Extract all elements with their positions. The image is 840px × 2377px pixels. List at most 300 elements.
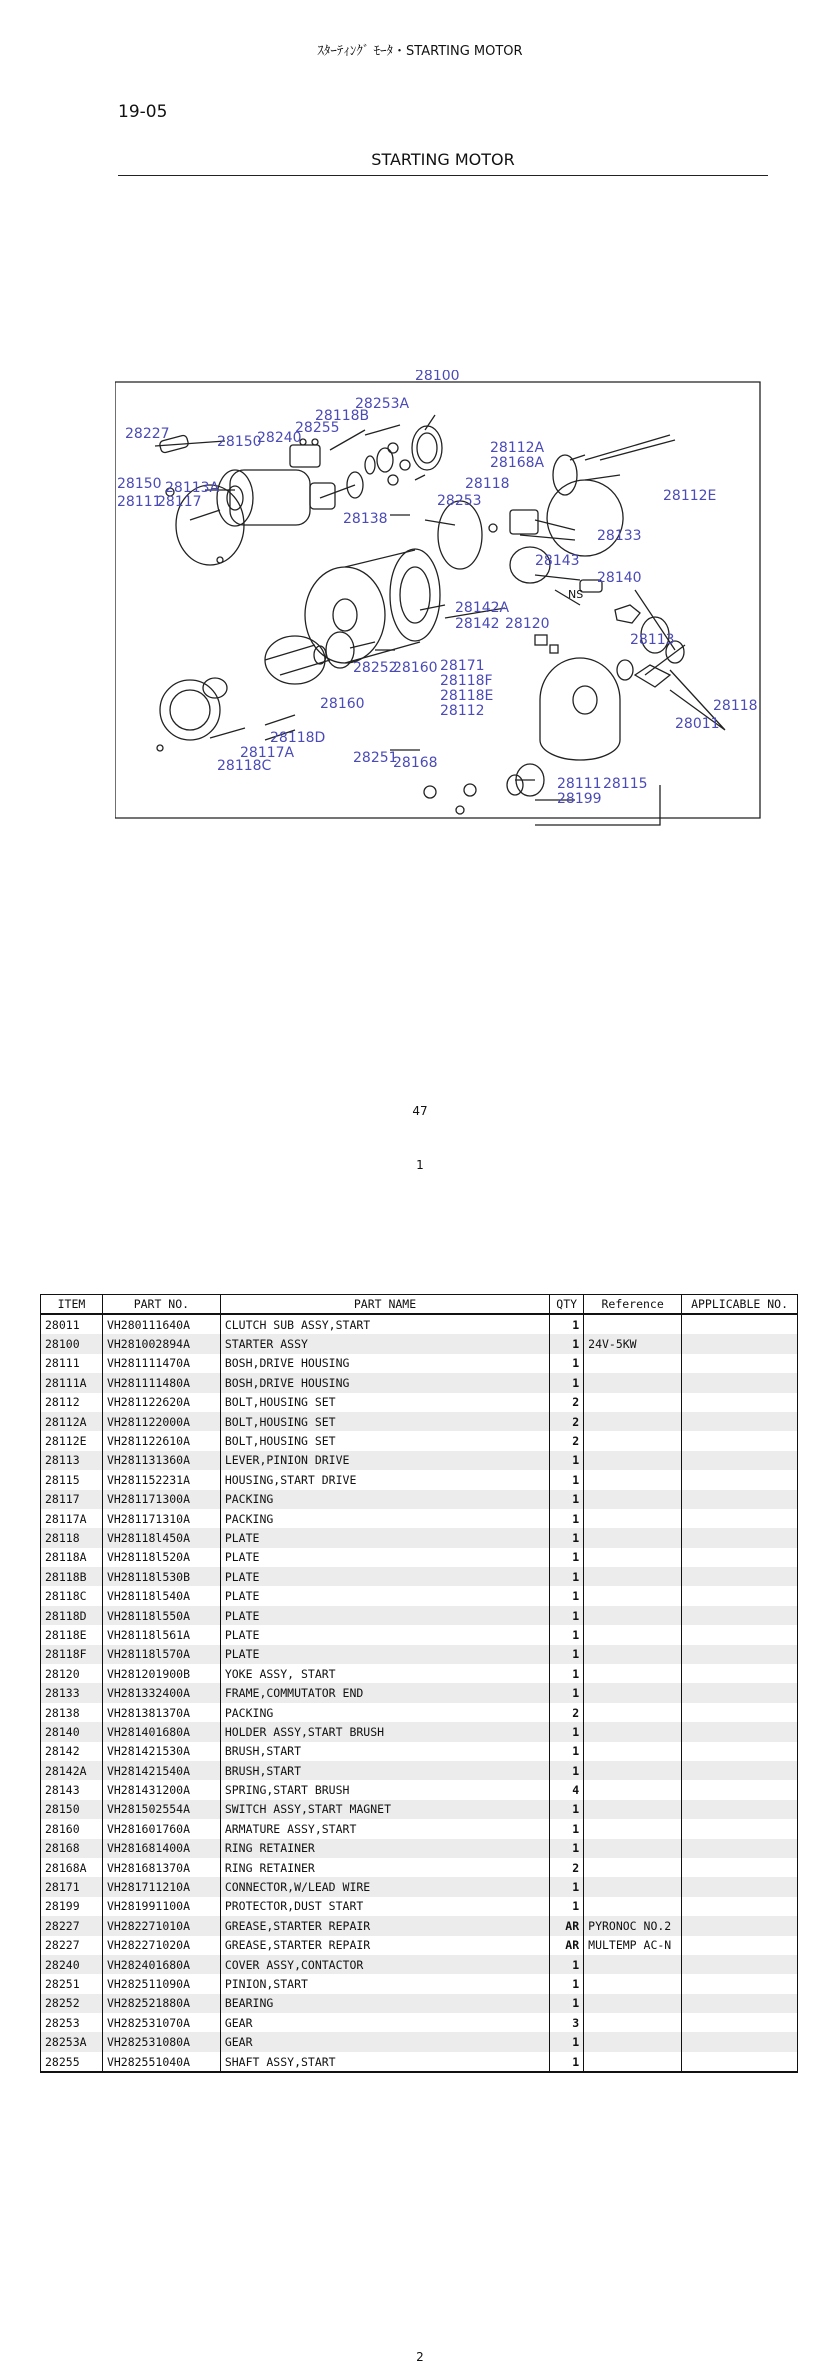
- cell-appl: [682, 1955, 798, 1974]
- callout-label: 28150: [117, 476, 162, 492]
- cell-partno: VH282511090A: [102, 1974, 220, 1993]
- armature-part: [265, 636, 325, 684]
- cell-ref: MULTEMP AC-N: [584, 1936, 682, 1955]
- cell-ref: [584, 1877, 682, 1896]
- cell-partno: VH282271020A: [102, 1936, 220, 1955]
- table-row: [41, 1509, 798, 1528]
- cell-partno: VH281681370A: [102, 1858, 220, 1877]
- cell-partno: VH281122000A: [102, 1412, 220, 1431]
- cell-partno: VH281711210A: [102, 1877, 220, 1896]
- cell-partno: VH282551040A: [102, 2052, 220, 2072]
- cell-appl: [682, 1354, 798, 1373]
- cell-name: RING RETAINER: [220, 1839, 549, 1858]
- cell-appl: [682, 1586, 798, 1605]
- callout-label: 28112E: [663, 488, 717, 504]
- cell-qty: 1: [550, 2032, 584, 2051]
- table-row: [41, 1742, 798, 1761]
- cell-qty: 2: [550, 1393, 584, 1412]
- cell-item: 28118B: [41, 1567, 103, 1586]
- cell-appl: [682, 1412, 798, 1431]
- cell-appl: [682, 1606, 798, 1625]
- table-row: [41, 1916, 798, 1935]
- cell-partno: VH281002894A: [102, 1334, 220, 1353]
- callout-label: 28118D: [270, 730, 326, 746]
- cell-item: 28142A: [41, 1761, 103, 1780]
- cell-ref: [584, 1897, 682, 1916]
- cell-name: PROTECTOR,DUST START: [220, 1897, 549, 1916]
- cell-qty: 1: [550, 1645, 584, 1664]
- cell-qty: 1: [550, 1314, 584, 1334]
- cell-item: 28251: [41, 1974, 103, 1993]
- table-row: [41, 1314, 798, 1334]
- cell-item: 28011: [41, 1314, 103, 1334]
- cell-qty: 1: [550, 1509, 584, 1528]
- cell-partno: VH281332400A: [102, 1683, 220, 1702]
- table-body: [41, 1314, 798, 2072]
- cell-name: GEAR: [220, 2013, 549, 2032]
- section-title: STARTING MOTOR: [371, 150, 515, 169]
- cell-partno: VH281122610A: [102, 1431, 220, 1450]
- cell-name: PLATE: [220, 1586, 549, 1605]
- cell-qty: 1: [550, 1877, 584, 1896]
- column-header-part-no: PART NO.: [102, 1295, 220, 1315]
- cell-item: 28117: [41, 1490, 103, 1509]
- cell-name: BRUSH,START: [220, 1742, 549, 1761]
- cell-item: 28111: [41, 1354, 103, 1373]
- starting-motor-exploded-diagram: [115, 370, 775, 840]
- cell-item: 28120: [41, 1664, 103, 1683]
- cell-name: PACKING: [220, 1509, 549, 1528]
- callout-label: 28253: [437, 493, 482, 509]
- table-row: [41, 1528, 798, 1547]
- cell-item: 28160: [41, 1819, 103, 1838]
- cell-item: 28240: [41, 1955, 103, 1974]
- column-header-qty: QTY: [550, 1295, 584, 1315]
- cell-appl: [682, 1625, 798, 1644]
- callout-label: 28117A: [240, 745, 295, 761]
- cell-partno: VH282401680A: [102, 1955, 220, 1974]
- callout-label: 28111: [117, 494, 162, 510]
- cell-ref: [584, 1567, 682, 1586]
- callout-label: 28115: [603, 776, 648, 792]
- cell-appl: [682, 1528, 798, 1547]
- cell-appl: [682, 1548, 798, 1567]
- cell-appl: [682, 1897, 798, 1916]
- cell-appl: [682, 1373, 798, 1392]
- table-row: [41, 1625, 798, 1644]
- callout-label: 28118C: [217, 758, 272, 774]
- callout-label: 28112: [440, 703, 485, 719]
- table-row: [41, 1451, 798, 1470]
- cell-appl: [682, 1742, 798, 1761]
- cell-qty: 1: [550, 1974, 584, 1993]
- cell-ref: [584, 1373, 682, 1392]
- cell-qty: 1: [550, 1761, 584, 1780]
- table-row: [41, 1722, 798, 1741]
- cell-ref: [584, 1625, 682, 1644]
- parts-list-table: [40, 1294, 798, 2073]
- table-row: [41, 1936, 798, 1955]
- cell-partno: VH281401680A: [102, 1722, 220, 1741]
- cell-ref: [584, 1509, 682, 1528]
- callout-label: 28118B: [315, 408, 370, 424]
- cell-item: 28253: [41, 2013, 103, 2032]
- cell-qty: 1: [550, 1722, 584, 1741]
- callout-label: 28253A: [355, 396, 410, 412]
- cell-qty: 2: [550, 1703, 584, 1722]
- cell-partno: VH281431200A: [102, 1780, 220, 1799]
- callout-label: 28142: [455, 616, 500, 632]
- table-row: [41, 1412, 798, 1431]
- cell-ref: [584, 1548, 682, 1567]
- cell-item: 28118: [41, 1528, 103, 1547]
- yoke-part: [305, 567, 385, 663]
- cell-name: SPRING,START BRUSH: [220, 1780, 549, 1799]
- callout-label: 28117: [157, 494, 202, 510]
- page-number: 2: [416, 2350, 424, 2364]
- cell-ref: [584, 1955, 682, 1974]
- cell-qty: 1: [550, 1955, 584, 1974]
- cell-name: ARMATURE ASSY,START: [220, 1819, 549, 1838]
- cell-name: PLATE: [220, 1528, 549, 1547]
- callout-label: 28118: [713, 698, 758, 714]
- cell-name: CLUTCH SUB ASSY,START: [220, 1314, 549, 1334]
- cell-appl: [682, 1334, 798, 1353]
- cell-partno: VH28118l550A: [102, 1606, 220, 1625]
- cell-item: 28253A: [41, 2032, 103, 2051]
- cell-partno: VH28118l450A: [102, 1528, 220, 1547]
- cell-name: BOLT,HOUSING SET: [220, 1412, 549, 1431]
- cell-item: 28252: [41, 1994, 103, 2013]
- column-header-applicable-no: APPLICABLE NO.: [682, 1295, 798, 1315]
- cell-item: 28142: [41, 1742, 103, 1761]
- cell-item: 28143: [41, 1780, 103, 1799]
- cell-qty: 1: [550, 1819, 584, 1838]
- cell-qty: 1: [550, 1451, 584, 1470]
- cell-appl: [682, 1839, 798, 1858]
- cell-partno: VH281421530A: [102, 1742, 220, 1761]
- cell-partno: VH281681400A: [102, 1839, 220, 1858]
- cell-ref: [584, 1528, 682, 1547]
- cell-ref: [584, 1742, 682, 1761]
- cell-partno: VH282531070A: [102, 2013, 220, 2032]
- cell-ref: [584, 2013, 682, 2032]
- cell-qty: 3: [550, 2013, 584, 2032]
- callout-label: 28113A: [165, 480, 220, 496]
- cell-name: PLATE: [220, 1645, 549, 1664]
- cell-name: BOLT,HOUSING SET: [220, 1393, 549, 1412]
- cell-item: 28118E: [41, 1625, 103, 1644]
- table-header: [41, 1295, 798, 1315]
- cell-appl: [682, 1800, 798, 1819]
- table-row: [41, 1780, 798, 1799]
- cell-qty: AR: [550, 1936, 584, 1955]
- cell-ref: [584, 2032, 682, 2051]
- callout-label: 28171: [440, 658, 485, 674]
- cell-partno: VH281381370A: [102, 1703, 220, 1722]
- cell-name: LEVER,PINION DRIVE: [220, 1451, 549, 1470]
- cell-qty: 1: [550, 1664, 584, 1683]
- callout-label: NS: [568, 588, 584, 601]
- table-row: [41, 1431, 798, 1450]
- cell-item: 28168A: [41, 1858, 103, 1877]
- cell-qty: 2: [550, 1431, 584, 1450]
- cell-name: RING RETAINER: [220, 1858, 549, 1877]
- cell-appl: [682, 1761, 798, 1780]
- callout-label: 28150: [217, 434, 262, 450]
- cell-partno: VH281111470A: [102, 1354, 220, 1373]
- cell-ref: [584, 1974, 682, 1993]
- header-title: ｽﾀｰﾃｨﾝｸﾞ ﾓｰﾀ・STARTING MOTOR: [317, 44, 523, 59]
- cell-item: 28117A: [41, 1509, 103, 1528]
- cell-partno: VH281171300A: [102, 1490, 220, 1509]
- cell-name: SWITCH ASSY,START MAGNET: [220, 1800, 549, 1819]
- cell-ref: [584, 1722, 682, 1741]
- cell-name: BEARING: [220, 1994, 549, 2013]
- table-row: [41, 1897, 798, 1916]
- cell-partno: VH28118l570A: [102, 1645, 220, 1664]
- callout-label: 28142A: [455, 600, 510, 616]
- cell-partno: VH281601760A: [102, 1819, 220, 1838]
- cell-qty: 1: [550, 1490, 584, 1509]
- cell-item: 28168: [41, 1839, 103, 1858]
- cell-ref: [584, 1780, 682, 1799]
- cell-ref: [584, 2052, 682, 2072]
- table-row: [41, 1994, 798, 2013]
- table-row: [41, 1683, 798, 1702]
- cell-appl: [682, 1470, 798, 1489]
- section-divider: [118, 175, 768, 176]
- cell-ref: [584, 1994, 682, 2013]
- cell-partno: VH28118l540A: [102, 1586, 220, 1605]
- cell-ref: [584, 1664, 682, 1683]
- cell-qty: 1: [550, 1548, 584, 1567]
- cell-partno: VH281171310A: [102, 1509, 220, 1528]
- cell-partno: VH281131360A: [102, 1451, 220, 1470]
- cell-ref: [584, 1819, 682, 1838]
- table-row: [41, 1334, 798, 1353]
- table-row: [41, 1567, 798, 1586]
- callout-label: 28011: [675, 716, 720, 732]
- cell-name: SHAFT ASSY,START: [220, 2052, 549, 2072]
- callout-label: 28168A: [490, 455, 545, 471]
- table-row: [41, 1586, 798, 1605]
- cell-partno: VH281201900B: [102, 1664, 220, 1683]
- cell-ref: [584, 1586, 682, 1605]
- table-row: [41, 1761, 798, 1780]
- callout-label: 28168: [393, 755, 438, 771]
- cell-ref: [584, 1800, 682, 1819]
- cell-name: FRAME,COMMUTATOR END: [220, 1683, 549, 1702]
- table-row: [41, 1645, 798, 1664]
- table-row: [41, 1373, 798, 1392]
- page-number: 47: [412, 1104, 428, 1118]
- cell-appl: [682, 1916, 798, 1935]
- cell-partno: VH281111480A: [102, 1373, 220, 1392]
- cell-qty: 1: [550, 1354, 584, 1373]
- cell-name: BOSH,DRIVE HOUSING: [220, 1373, 549, 1392]
- cell-item: 28100: [41, 1334, 103, 1353]
- cell-item: 28171: [41, 1877, 103, 1896]
- cell-partno: VH28118l520A: [102, 1548, 220, 1567]
- table-row: [41, 2052, 798, 2072]
- cell-partno: VH282531080A: [102, 2032, 220, 2051]
- cell-appl: [682, 1858, 798, 1877]
- callout-label: 28112A: [490, 440, 545, 456]
- cell-name: BOLT,HOUSING SET: [220, 1431, 549, 1450]
- cell-appl: [682, 1974, 798, 1993]
- cell-name: PLATE: [220, 1606, 549, 1625]
- cell-name: GREASE,STARTER REPAIR: [220, 1936, 549, 1955]
- cell-appl: [682, 1490, 798, 1509]
- cell-item: 28140: [41, 1722, 103, 1741]
- cell-appl: [682, 1819, 798, 1838]
- cell-item: 28112E: [41, 1431, 103, 1450]
- cell-partno: VH282271010A: [102, 1916, 220, 1935]
- cell-appl: [682, 2052, 798, 2072]
- cell-qty: 1: [550, 1897, 584, 1916]
- cell-partno: VH281152231A: [102, 1470, 220, 1489]
- cell-qty: 1: [550, 1800, 584, 1819]
- cell-item: 28112: [41, 1393, 103, 1412]
- cell-ref: 24V-5KW: [584, 1334, 682, 1353]
- cell-item: 28255: [41, 2052, 103, 2072]
- cell-item: 28118C: [41, 1586, 103, 1605]
- cell-partno: VH282521880A: [102, 1994, 220, 2013]
- cell-qty: 1: [550, 1567, 584, 1586]
- table-row: [41, 2013, 798, 2032]
- cell-ref: [584, 1606, 682, 1625]
- cell-qty: 1: [550, 1334, 584, 1353]
- cell-appl: [682, 1393, 798, 1412]
- table-row: [41, 2032, 798, 2051]
- table-row: [41, 1858, 798, 1877]
- cell-appl: [682, 1994, 798, 2013]
- cell-qty: 2: [550, 1858, 584, 1877]
- cell-item: 28112A: [41, 1412, 103, 1431]
- cell-item: 28118D: [41, 1606, 103, 1625]
- cell-appl: [682, 1780, 798, 1799]
- cell-appl: [682, 1664, 798, 1683]
- drive-housing-part: [540, 658, 620, 760]
- cell-qty: 1: [550, 1470, 584, 1489]
- cell-name: PLATE: [220, 1548, 549, 1567]
- callout-label: 28118: [465, 476, 510, 492]
- cell-item: 28150: [41, 1800, 103, 1819]
- cell-ref: [584, 1645, 682, 1664]
- table-row: [41, 1974, 798, 1993]
- callout-label: 28143: [535, 553, 580, 569]
- cell-ref: [584, 1470, 682, 1489]
- cell-appl: [682, 1567, 798, 1586]
- callout-label: 28140: [597, 570, 642, 586]
- cell-qty: 4: [550, 1780, 584, 1799]
- cell-ref: [584, 1858, 682, 1877]
- cell-item: 28118F: [41, 1645, 103, 1664]
- cell-item: 28138: [41, 1703, 103, 1722]
- cell-ref: [584, 1393, 682, 1412]
- section-number: 19-05: [118, 102, 168, 122]
- table-row: [41, 1354, 798, 1373]
- cell-appl: [682, 1703, 798, 1722]
- cell-name: GEAR: [220, 2032, 549, 2051]
- cell-name: CONNECTOR,W/LEAD WIRE: [220, 1877, 549, 1896]
- cell-appl: [682, 2013, 798, 2032]
- column-header-reference: Reference: [584, 1295, 682, 1315]
- cell-name: YOKE ASSY, START: [220, 1664, 549, 1683]
- cell-name: PACKING: [220, 1490, 549, 1509]
- cell-name: BRUSH,START: [220, 1761, 549, 1780]
- cell-partno: VH280111640A: [102, 1314, 220, 1334]
- cell-ref: [584, 1431, 682, 1450]
- cell-qty: 1: [550, 1528, 584, 1547]
- column-header-item: ITEM: [41, 1295, 103, 1315]
- cell-ref: [584, 1354, 682, 1373]
- cell-partno: VH281502554A: [102, 1800, 220, 1819]
- diagram-callouts: [117, 370, 758, 807]
- cell-item: 28199: [41, 1897, 103, 1916]
- table-row: [41, 1819, 798, 1838]
- cell-appl: [682, 1683, 798, 1702]
- cell-partno: VH28118l530B: [102, 1567, 220, 1586]
- callout-label: 28138: [343, 511, 388, 527]
- cell-ref: [584, 1839, 682, 1858]
- cell-qty: 2: [550, 1412, 584, 1431]
- table-row: [41, 1470, 798, 1489]
- cell-item: 28113: [41, 1451, 103, 1470]
- cell-name: PINION,START: [220, 1974, 549, 1993]
- cell-appl: [682, 2032, 798, 2051]
- callout-label: 28111: [557, 776, 602, 792]
- table-row: [41, 1703, 798, 1722]
- cell-name: PLATE: [220, 1567, 549, 1586]
- cell-qty: AR: [550, 1916, 584, 1935]
- callout-label: 28100: [415, 370, 460, 384]
- table-row: [41, 1393, 798, 1412]
- callout-label: 28118E: [440, 688, 494, 704]
- cell-name: PACKING: [220, 1703, 549, 1722]
- callout-label: 28118F: [440, 673, 493, 689]
- callout-label: 28227: [125, 426, 170, 442]
- cell-appl: [682, 1314, 798, 1334]
- cell-item: 28227: [41, 1936, 103, 1955]
- cell-qty: 1: [550, 1625, 584, 1644]
- cell-appl: [682, 1877, 798, 1896]
- cell-ref: [584, 1761, 682, 1780]
- cell-qty: 1: [550, 1373, 584, 1392]
- cell-qty: 1: [550, 1742, 584, 1761]
- cell-partno: VH281122620A: [102, 1393, 220, 1412]
- table-row: [41, 1877, 798, 1896]
- cell-item: 28118A: [41, 1548, 103, 1567]
- callout-label: 28252: [353, 660, 398, 676]
- cell-qty: 1: [550, 1586, 584, 1605]
- cell-ref: [584, 1412, 682, 1431]
- cell-ref: [584, 1451, 682, 1470]
- cell-ref: [584, 1703, 682, 1722]
- page-number: 1: [416, 1158, 424, 1172]
- table-row: [41, 1606, 798, 1625]
- table-row: [41, 1839, 798, 1858]
- cell-appl: [682, 1509, 798, 1528]
- cell-item: 28227: [41, 1916, 103, 1935]
- table-row: [41, 1955, 798, 1974]
- cell-name: BOSH,DRIVE HOUSING: [220, 1354, 549, 1373]
- cell-appl: [682, 1451, 798, 1470]
- callout-label: 28251: [353, 750, 398, 766]
- cell-qty: 1: [550, 2052, 584, 2072]
- cell-qty: 1: [550, 1994, 584, 2013]
